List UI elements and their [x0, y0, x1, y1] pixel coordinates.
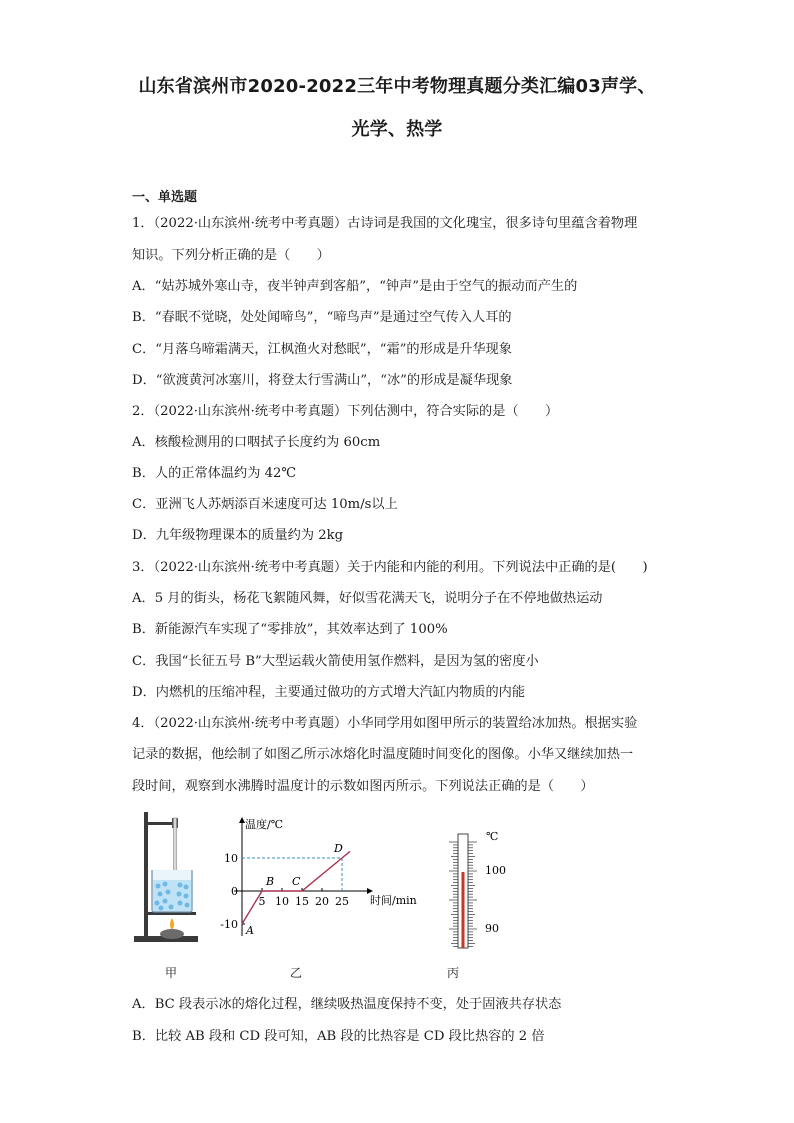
heating-apparatus-figure [128, 808, 208, 948]
x-tick-label: 15 [295, 895, 309, 908]
thermometer-scale-figure [440, 828, 520, 952]
question-3-option-d: D．内燃机的压缩冲程，主要通过做功的方式增大汽缸内物质的内能 [132, 685, 526, 700]
temperature-time-graph [212, 812, 434, 942]
figure-caption-yi: 乙 [290, 966, 303, 980]
question-2-option-b: B．人的正常体温约为 42℃ [132, 466, 297, 481]
question-4-stem-line-1: 4．（2022·山东滨州·统考中考真题）小华同学用如图甲所示的装置给冰加热。根据实验 [132, 716, 638, 731]
x-tick-label: 5 [258, 895, 266, 908]
point-label-a: A [246, 924, 254, 937]
question-4-stem-line-3: 段时间，观察到水沸腾时温度计的示数如图丙所示。下列说法正确的是（ ） [132, 779, 594, 794]
question-1-stem-line-2: 知识。下列分析正确的是（ ） [132, 248, 330, 263]
question-2-option-d: D．九年级物理课本的质量约为 2kg [132, 528, 344, 543]
question-1-option-b: B．“春眠不觉晓，处处闻啼鸟”，“啼鸟声”是通过空气传入人耳的 [132, 310, 512, 325]
document-title-line-1: 山东省滨州市2020-2022三年中考物理真题分类汇编03声学、 [138, 76, 656, 97]
question-4-stem-line-2: 记录的数据，他绘制了如图乙所示冰熔化时温度随时间变化的图像。小华又继续加热一 [132, 747, 634, 762]
thermometer-label-90: 90 [485, 922, 499, 935]
y-tick-label: 10 [224, 852, 238, 865]
question-4-option-a: A．BC 段表示冰的熔化过程，继续吸热温度保持不变，处于固液共存状态 [132, 997, 562, 1012]
question-4-option-b: B．比较 AB 段和 CD 段可知，AB 段的比热容是 CD 段比热容的 2 倍 [132, 1029, 545, 1044]
point-label-d: D [334, 842, 343, 855]
stand-rod [144, 812, 148, 938]
question-1-stem-line-1: 1．（2022·山东滨州·统考中考真题）古诗词是我国的文化瑰宝，很多诗句里蕴含着物理 [132, 216, 638, 231]
point-label-c: C [292, 875, 301, 888]
question-3-stem: 3．（2022·山东滨州·统考中考真题）关于内能和内能的利用。下列说法中正确的是( ) [132, 560, 648, 575]
document-title-line-2: 光学、热学 [351, 119, 443, 140]
section-heading: 一、单选题 [132, 190, 198, 205]
figure-caption-bing: 丙 [447, 966, 460, 980]
y-tick-label: 0 [231, 885, 238, 898]
x-axis-label: 时间/min [370, 894, 417, 907]
x-tick-label: 10 [275, 895, 289, 908]
question-2-option-a: A．核酸检测用的口咽拭子长度约为 60cm [132, 435, 381, 450]
thermometer-label-100: 100 [485, 864, 506, 877]
flame-icon [170, 918, 174, 930]
mercury-column [462, 872, 465, 948]
point-label-b: B [266, 875, 275, 888]
question-3-option-c: C．我国“长征五号 B”大型运载火箭使用氢作燃料，是因为氢的密度小 [132, 654, 539, 669]
question-3-option-a: A．5 月的街头，杨花飞絮随风舞，好似雪花满天飞，说明分子在不停地做热运动 [132, 591, 603, 606]
figure-caption-jia: 甲 [165, 966, 178, 980]
y-tick-label: -10 [220, 918, 238, 931]
question-2-option-c: C．亚洲飞人苏炳添百米速度可达 10m/s以上 [132, 497, 398, 512]
y-axis-label: 温度/℃ [245, 818, 284, 831]
x-tick-label: 20 [315, 895, 329, 908]
question-1-option-d: D．“欲渡黄河冰塞川，将登太行雪满山”，“冰”的形成是凝华现象 [132, 373, 513, 388]
clamp-arm [144, 822, 176, 825]
x-tick-label: 25 [335, 895, 349, 908]
question-1-option-c: C．“月落乌啼霜满天，江枫渔火对愁眠”，“霜”的形成是升华现象 [132, 342, 512, 357]
question-1-option-a: A．“姑苏城外寒山寺，夜半钟声到客船”，“钟声”是由于空气的振动而产生的 [132, 279, 578, 294]
alcohol-lamp [160, 929, 184, 939]
question-3-option-b: B．新能源汽车实现了“零排放”，其效率达到了 100% [132, 622, 448, 637]
question-2-stem: 2．（2022·山东滨州·统考中考真题）下列估测中，符合实际的是（ ） [132, 404, 559, 419]
thermometer-unit: ℃ [486, 830, 499, 843]
